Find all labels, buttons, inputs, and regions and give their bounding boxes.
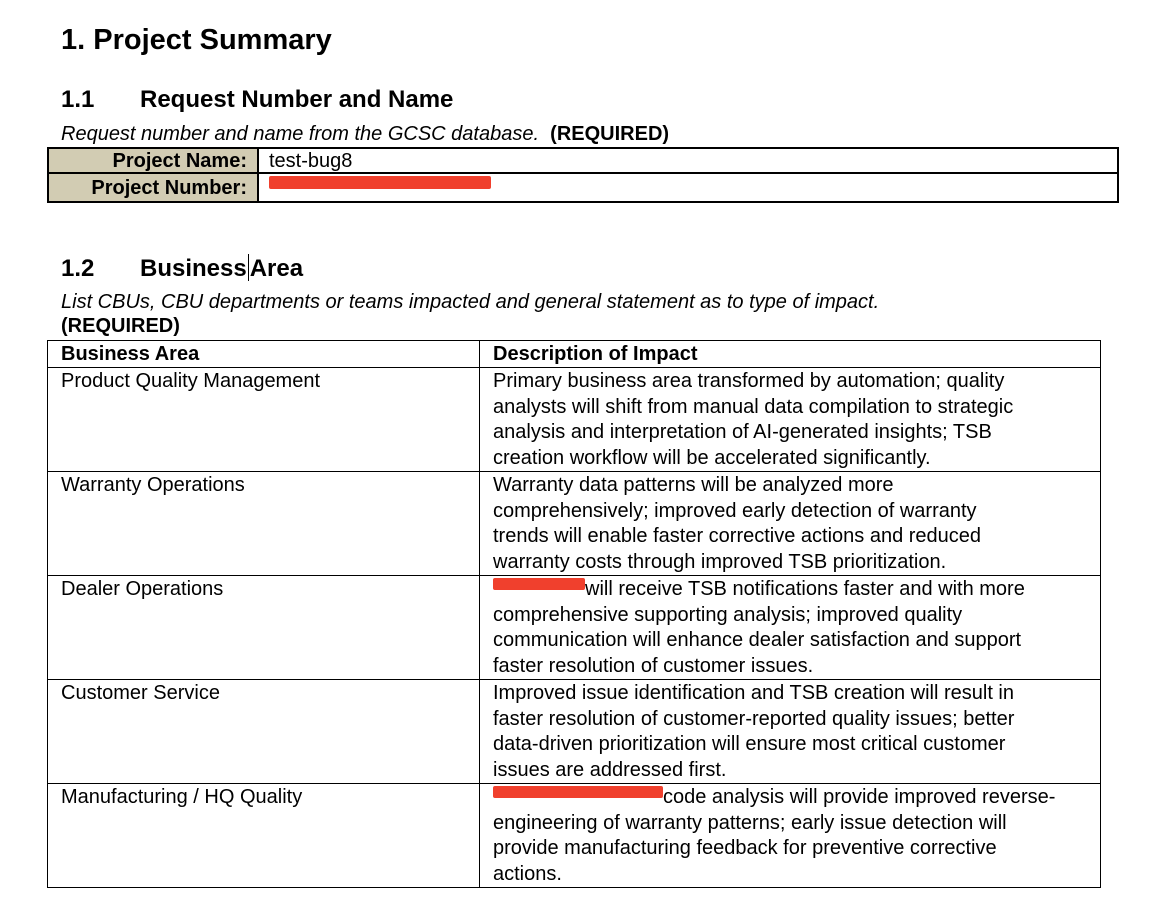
project-number-label: Project Number: (48, 173, 258, 202)
project-name-label: Project Name: (48, 148, 258, 173)
table-row (48, 680, 1101, 784)
column-header-description: Description of Impact (480, 341, 1101, 368)
column-header-business-area: Business Area (48, 341, 480, 368)
business-area-cell[interactable]: Product Quality Management (48, 368, 480, 472)
section-number: 1.2 (61, 255, 95, 282)
section-1-2-heading (61, 254, 303, 284)
description-line: engineering of warranty patterns; early issue detection will (493, 811, 1007, 834)
description-line: faster resolution of customer-reported quality issues; better (493, 707, 1015, 730)
redaction-bar (493, 578, 585, 590)
description-line: Warranty data patterns will be analyzed more (493, 474, 894, 496)
impact-description-cell[interactable] (480, 784, 1101, 888)
project-number-value[interactable] (258, 173, 1118, 202)
description-line: Primary business area transformed by automation; quality (493, 370, 1005, 392)
section-1-2-instructions (61, 290, 879, 338)
description-line: comprehensively; improved early detection of warranty (493, 499, 977, 522)
description-line: analysts will shift from manual data compilation to strategic (493, 395, 1014, 418)
redaction-bar (493, 786, 663, 798)
description-line: creation workflow will be accelerated significantly. (493, 446, 931, 469)
description-line: comprehensive supporting analysis; improved quality (493, 603, 963, 626)
business-area-cell[interactable]: Customer Service (48, 680, 480, 784)
description-line: warranty costs through improved TSB prioritization. (493, 550, 947, 573)
description-line (493, 577, 1088, 603)
instruction-text: Request number and name from the GCSC database. (61, 123, 540, 145)
redacted-word (493, 578, 585, 598)
business-area-cell[interactable]: Warranty Operations (48, 472, 480, 576)
table-row (48, 472, 1101, 576)
impact-description-cell[interactable] (480, 576, 1101, 680)
project-number-row (48, 173, 1118, 202)
description-line: data-driven prioritization will ensure most critical customer (493, 733, 1006, 755)
text-cursor (248, 254, 249, 281)
table-row (48, 784, 1101, 888)
section-title-part-1: Business (140, 255, 247, 282)
section-title: Request Number and Name (140, 86, 454, 113)
description-line: actions. (493, 862, 562, 885)
redaction-bar (269, 176, 491, 189)
project-name-value[interactable]: test-bug8 (258, 148, 1118, 173)
description-text: will receive TSB notifications faster and with more (585, 578, 1025, 600)
table-header-row (48, 341, 1101, 368)
section-1-1-heading (61, 85, 453, 115)
section-1-1-instructions (61, 122, 669, 146)
impact-description-cell[interactable] (480, 368, 1101, 472)
business-area-cell[interactable]: Dealer Operations (48, 576, 480, 680)
redacted-word (493, 786, 663, 806)
section-number: 1.1 (61, 86, 95, 113)
required-marker: (REQUIRED) (61, 315, 180, 337)
impact-description-cell[interactable] (480, 472, 1101, 576)
description-line: Improved issue identification and TSB creation will result in (493, 682, 1014, 704)
section-title-part-2: Area (249, 255, 304, 282)
description-line: issues are addressed first. (493, 758, 727, 781)
project-name-row (48, 148, 1118, 173)
description-line: trends will enable faster corrective actions and reduced (493, 525, 982, 547)
table-row (48, 368, 1101, 472)
impact-description-cell[interactable] (480, 680, 1101, 784)
description-line: analysis and interpretation of AI-generated insights; TSB (493, 421, 992, 443)
section-1-heading: 1. Project Summary (61, 24, 332, 56)
business-area-table (47, 340, 1101, 888)
project-info-table (47, 147, 1119, 203)
redacted-project-number (269, 174, 489, 196)
description-line: faster resolution of customer issues. (493, 654, 814, 677)
description-line (493, 785, 1088, 811)
description-text: code analysis will provide improved reverse- (663, 786, 1056, 808)
required-marker: (REQUIRED) (550, 123, 670, 145)
instruction-text: List CBUs, CBU departments or teams impacted and general statement as to type of impact. (61, 291, 880, 313)
table-row (48, 576, 1101, 680)
description-line: provide manufacturing feedback for preventive corrective (493, 837, 997, 859)
description-line: communication will enhance dealer satisfaction and support (493, 629, 1022, 651)
business-area-cell[interactable]: Manufacturing / HQ Quality (48, 784, 480, 888)
